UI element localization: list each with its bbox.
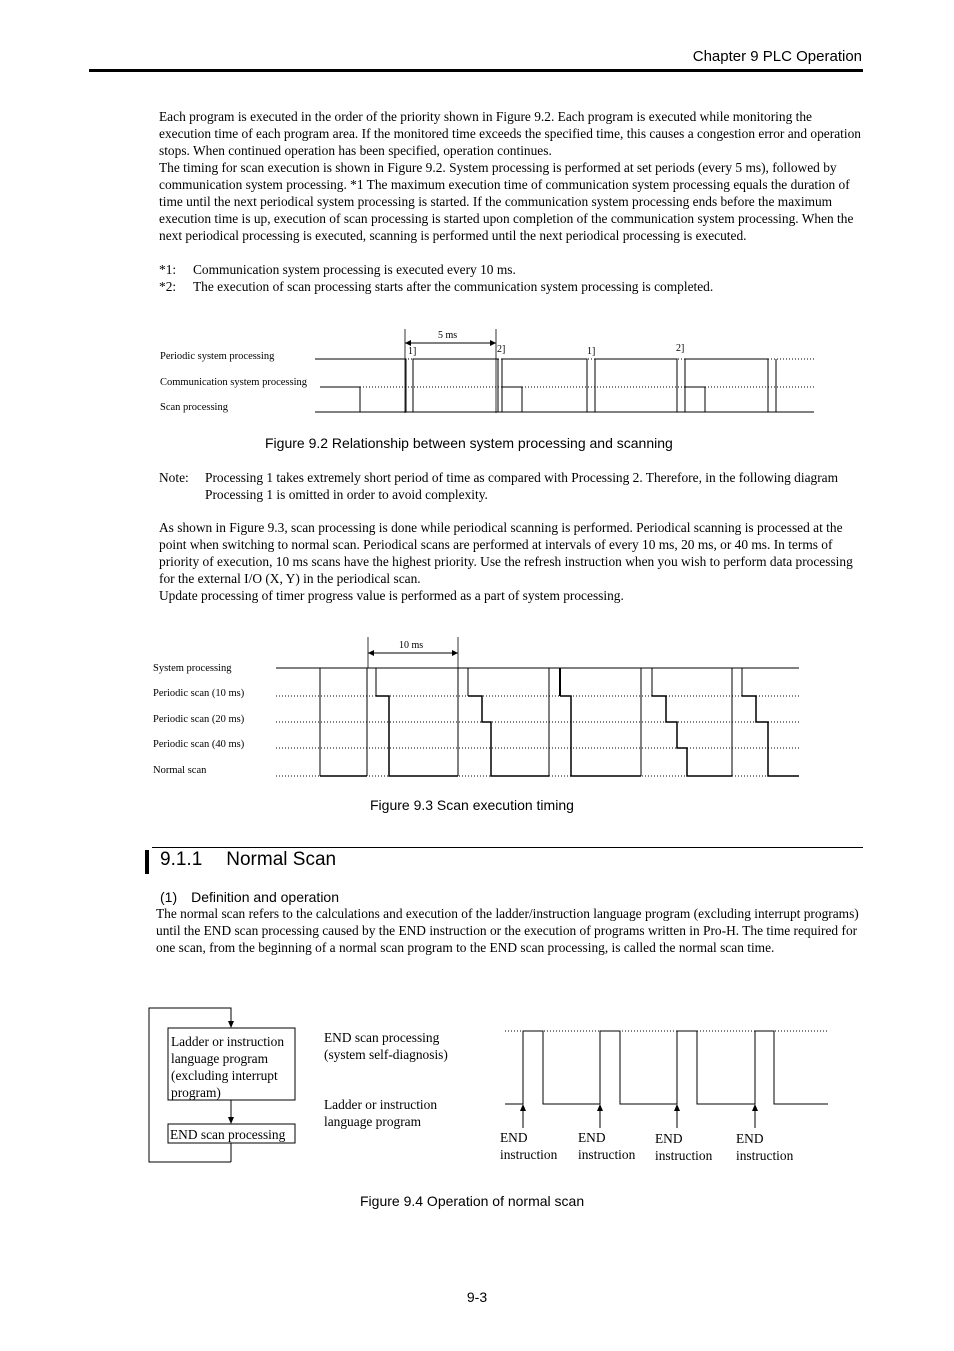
- section-title: Normal Scan: [226, 849, 337, 870]
- fig92-mark: 2]: [497, 344, 506, 355]
- intro-paragraph-2: The timing for scan execution is shown in Figure 9.2. System processing is performed at set periods (every 5 ms), followed by communication system processing. *1 The maximum execution time of communication system processing equals the duration of time until the next periodical system processing is started. If the communication system processing ends before the maximum execution time is up, execution of scan processing is started upon completion of the communication system processing. When the next periodical processing is executed, scanning is performed until the next periodical processing is executed.: [159, 160, 854, 243]
- fig92-label-periodic: Periodic system processing: [160, 351, 275, 362]
- subsection-title: Definition and operation: [191, 889, 340, 905]
- fig93-label-normal: Normal scan: [153, 765, 207, 776]
- fig92-caption: Figure 9.2 Relationship between system processing and scanning: [265, 435, 673, 451]
- fig93-label-system: System processing: [153, 663, 232, 674]
- fig93-label-10ms: Periodic scan (10 ms): [153, 688, 245, 699]
- page-number: 9-3: [466, 1289, 488, 1305]
- chapter-header: Chapter 9 PLC Operation: [692, 48, 862, 65]
- intro-paragraph-1: Each program is executed in the order of the priority shown in Figure 9.2. Each program is executed while monitoring the execution time of each program area. If the monitored time exceeds the specified time, this causes a congestion error and operation stops. When continued operation has been specified, operation continues.: [159, 109, 861, 158]
- fig94-end-instruction-label: END instruction: [736, 1131, 794, 1163]
- fig94-ladder-box-text: Ladder or instruction language program (excluding interrupt program): [171, 1034, 285, 1100]
- note-text: Processing 1 takes extremely short period of time as compared with Processing 2. Therefore, in the following diagram Processing 1 is omitted in order to avoid complexity.: [205, 470, 839, 502]
- normal-scan-text: The normal scan refers to the calculations and execution of the ladder/instruction language program (excluding interrupt programs) until the END scan processing caused by the END instruction or the execution of programs written in Pro-H. The time required for one scan, from the beginning of a normal scan program to the END scan processing, is called the normal scan time.: [156, 906, 859, 955]
- fig92-mark: 2]: [676, 343, 685, 354]
- footnote-2: *2: The execution of scan processing starts after the communication system processing is completed.: [159, 279, 714, 294]
- fig93-label-20ms: Periodic scan (20 ms): [153, 714, 245, 725]
- fig92-label-scan: Scan processing: [160, 402, 228, 413]
- fig94-label-end-processing: END scan processing (system self-diagnosis): [324, 1030, 448, 1062]
- fig92-mark: 1]: [587, 346, 596, 357]
- scan-paragraph-1: As shown in Figure 9.3, scan processing is done while periodical scanning is performed. Periodical scanning is processed at the point when switching to normal scan. Periodical scans are performed at intervals of every 10 ms, 20 ms, or 40 ms. In terms of priority of execution, 10 ms scans have the highest priority. Use the refresh instruction when you wish to perform data processing for the external I/O (X, Y) in the periodical scan.: [159, 520, 853, 586]
- fig93-caption: Figure 9.3 Scan execution timing: [370, 797, 574, 813]
- fig92-mark: 1]: [408, 346, 417, 357]
- fig92-label-communication: Communication system processing: [160, 377, 307, 388]
- subsection-number: (1): [160, 889, 178, 905]
- fig93-interval-label: 10 ms: [399, 640, 424, 651]
- fig94-caption: Figure 9.4 Operation of normal scan: [360, 1193, 585, 1209]
- section-number: 9.1.1: [160, 849, 203, 870]
- fig94-end-instruction-label: END instruction: [655, 1131, 713, 1163]
- fig93-label-40ms: Periodic scan (40 ms): [153, 739, 245, 750]
- footnote-1: *1: Communication system processing is executed every 10 ms.: [159, 262, 516, 277]
- fig94-end-instruction-label: END instruction: [500, 1130, 558, 1162]
- scan-paragraph-2: Update processing of timer progress value is performed as a part of system processing.: [159, 588, 624, 603]
- note-key: Note:: [159, 470, 189, 485]
- fig92-interval-label: 5 ms: [438, 330, 458, 341]
- fig94-waveform: [505, 1031, 828, 1104]
- fig94-label-ladder: Ladder or instruction language program: [324, 1097, 438, 1129]
- fig94-end-box-text: END scan processing: [170, 1127, 286, 1142]
- fig94-end-instruction-label: END instruction: [578, 1130, 636, 1162]
